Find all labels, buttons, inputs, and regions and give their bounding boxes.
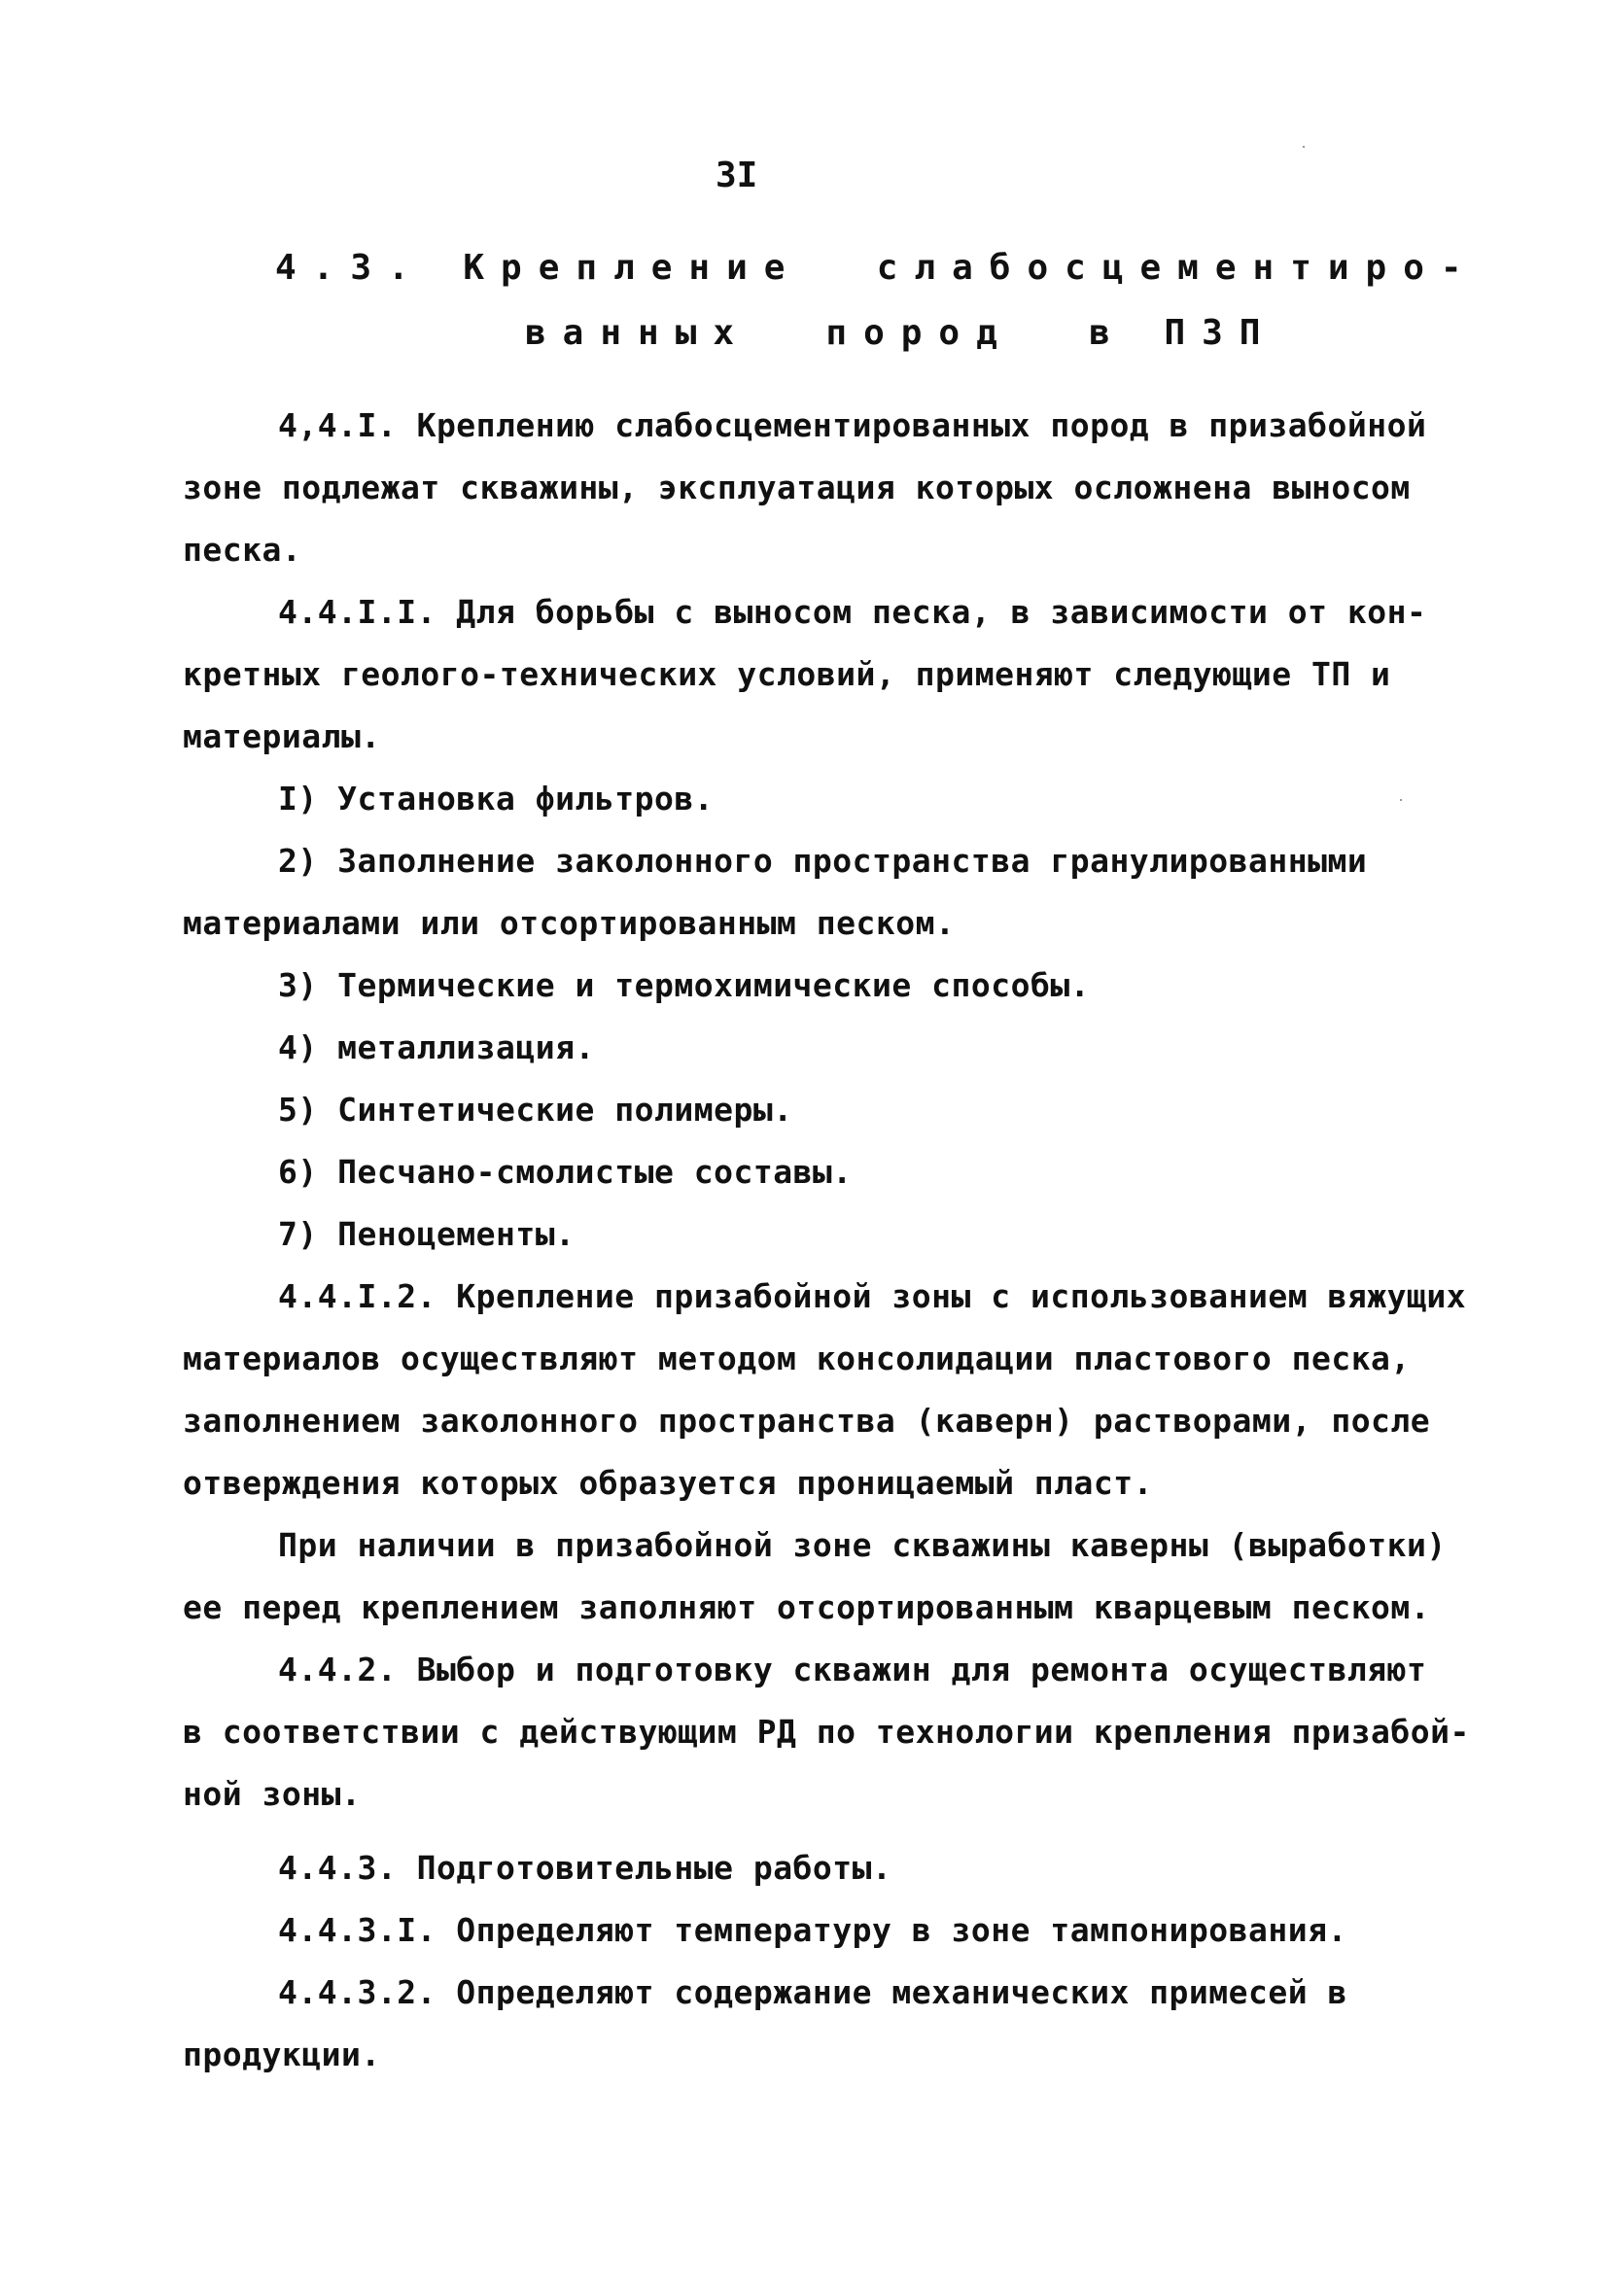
paragraph-line: При наличии в призабойной зоне скважины каверны (выработки) [278,1526,1447,1564]
list-item: 7) Пеноцементы. [278,1215,576,1253]
paragraph-line: 4.4.3. Подготовительные работы. [278,1849,892,1887]
scan-speck [1303,146,1305,148]
paragraph-line: 4.4.3.I. Определяют температуру в зоне тампонирования. [278,1911,1347,1949]
paragraph-line: ной зоны. [183,1775,362,1813]
list-item: I) Установка фильтров. [278,780,715,818]
paragraph-line: ее перед креплением заполняют отсортированным кварцевым песком. [183,1588,1431,1626]
list-item: 3) Термические и термохимические способы. [278,966,1091,1004]
paragraph-line: заполнением заколонного пространства (каверн) растворами, после [183,1402,1431,1440]
paragraph-line: 4.4.I.2. Крепление призабойной зоны с использованием вяжущих [278,1277,1467,1315]
list-item: 4) металлизация. [278,1028,595,1066]
list-item: 2) Заполнение заколонного пространства гранулированными [278,842,1368,880]
list-item: 5) Синтетические полимеры. [278,1091,793,1129]
list-item: материалами или отсортированным песком. [183,904,956,942]
section-heading-line-2: ванных пород в ПЗП [525,313,1277,353]
paragraph-line: материалов осуществляют методом консолидации пластового песка, [183,1339,1411,1377]
paragraph-line: 4,4.I. Креплению слабосцементированных пород в призабойной [278,406,1427,444]
scan-speck [1400,799,1402,801]
paragraph-line: 4.4.I.I. Для борьбы с выносом песка, в зависимости от кон- [278,593,1427,631]
list-item: 6) Песчано-смолистые составы. [278,1153,853,1191]
paragraph-line: в соответствии с действующим РД по технологии крепления призабой- [183,1713,1470,1751]
paragraph-line: зоне подлежат скважины, эксплуатация которых осложнена выносом [183,469,1411,506]
paragraph-line: 4.4.2. Выбор и подготовку скважин для ремонта осуществляют [278,1651,1427,1688]
paragraph-line: 4.4.3.2. Определяют содержание механических примесей в [278,1973,1347,2011]
paragraph-line: материалы. [183,717,381,755]
paragraph-line: кретных геолого-технических условий, применяют следующие ТП и [183,655,1391,693]
paragraph-line: песка. [183,531,302,569]
paragraph-line: продукции. [183,2035,381,2073]
page-number: 3I [716,156,758,195]
section-heading-line-1: 4.3. Крепление слабосцементиро- [275,248,1479,288]
paragraph-line: отверждения которых образуется проницаемый пласт. [183,1464,1154,1502]
